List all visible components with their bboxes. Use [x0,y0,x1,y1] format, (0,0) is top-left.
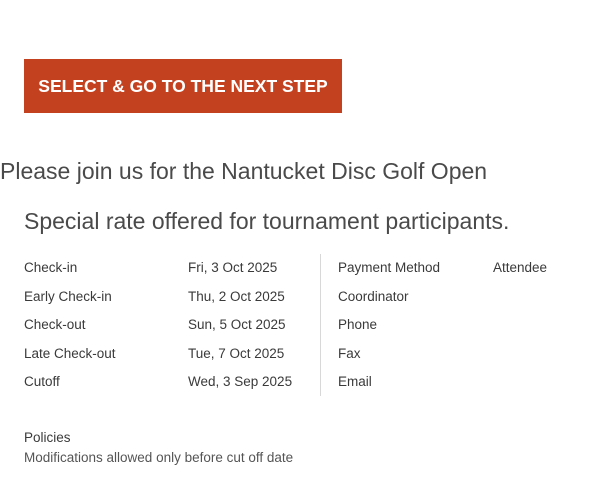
date-row-cutoff [24,372,320,401]
contact-list [338,258,588,401]
date-value: Fri, 3 Oct 2025 [188,260,278,275]
contact-row-phone [338,315,588,344]
date-value: Tue, 7 Oct 2025 [188,345,285,361]
select-next-step-button[interactable]: SELECT & GO TO THE NEXT STEP [24,59,342,113]
contact-row-fax [338,344,588,373]
date-row-check-in [24,258,320,287]
date-row-late-check-out [24,344,320,373]
contact-label: Email [338,374,372,390]
policies-text: Modifications allowed only before cut off date [24,450,294,465]
date-value: Thu, 2 Oct 2025 [188,288,285,304]
contact-row-coordinator [338,287,588,316]
contact-label: Fax [338,345,361,361]
contact-row-email [338,372,588,401]
column-divider [320,254,321,396]
date-label: Check-out [24,317,86,333]
date-value: Sun, 5 Oct 2025 [188,317,286,333]
rate-description: Special rate offered for tournament participants. [24,208,510,234]
contact-row-payment-method [338,258,588,287]
contact-label: Payment Method [338,260,441,275]
date-row-check-out [24,315,320,344]
dates-list [24,258,320,401]
contact-value: Attendee [493,260,548,275]
policies-section [24,428,293,468]
date-label: Early Check-in [24,288,112,304]
date-label: Late Check-out [24,345,116,361]
event-title: Please join us for the Nantucket Disc Golf Open [0,158,488,184]
date-label: Cutoff [24,374,60,390]
policies-title: Policies [24,430,71,445]
date-label: Check-in [24,260,78,275]
contact-label: Phone [338,317,378,333]
date-row-early-check-in [24,287,320,316]
contact-label: Coordinator [338,288,409,304]
date-value: Wed, 3 Sep 2025 [188,374,293,390]
